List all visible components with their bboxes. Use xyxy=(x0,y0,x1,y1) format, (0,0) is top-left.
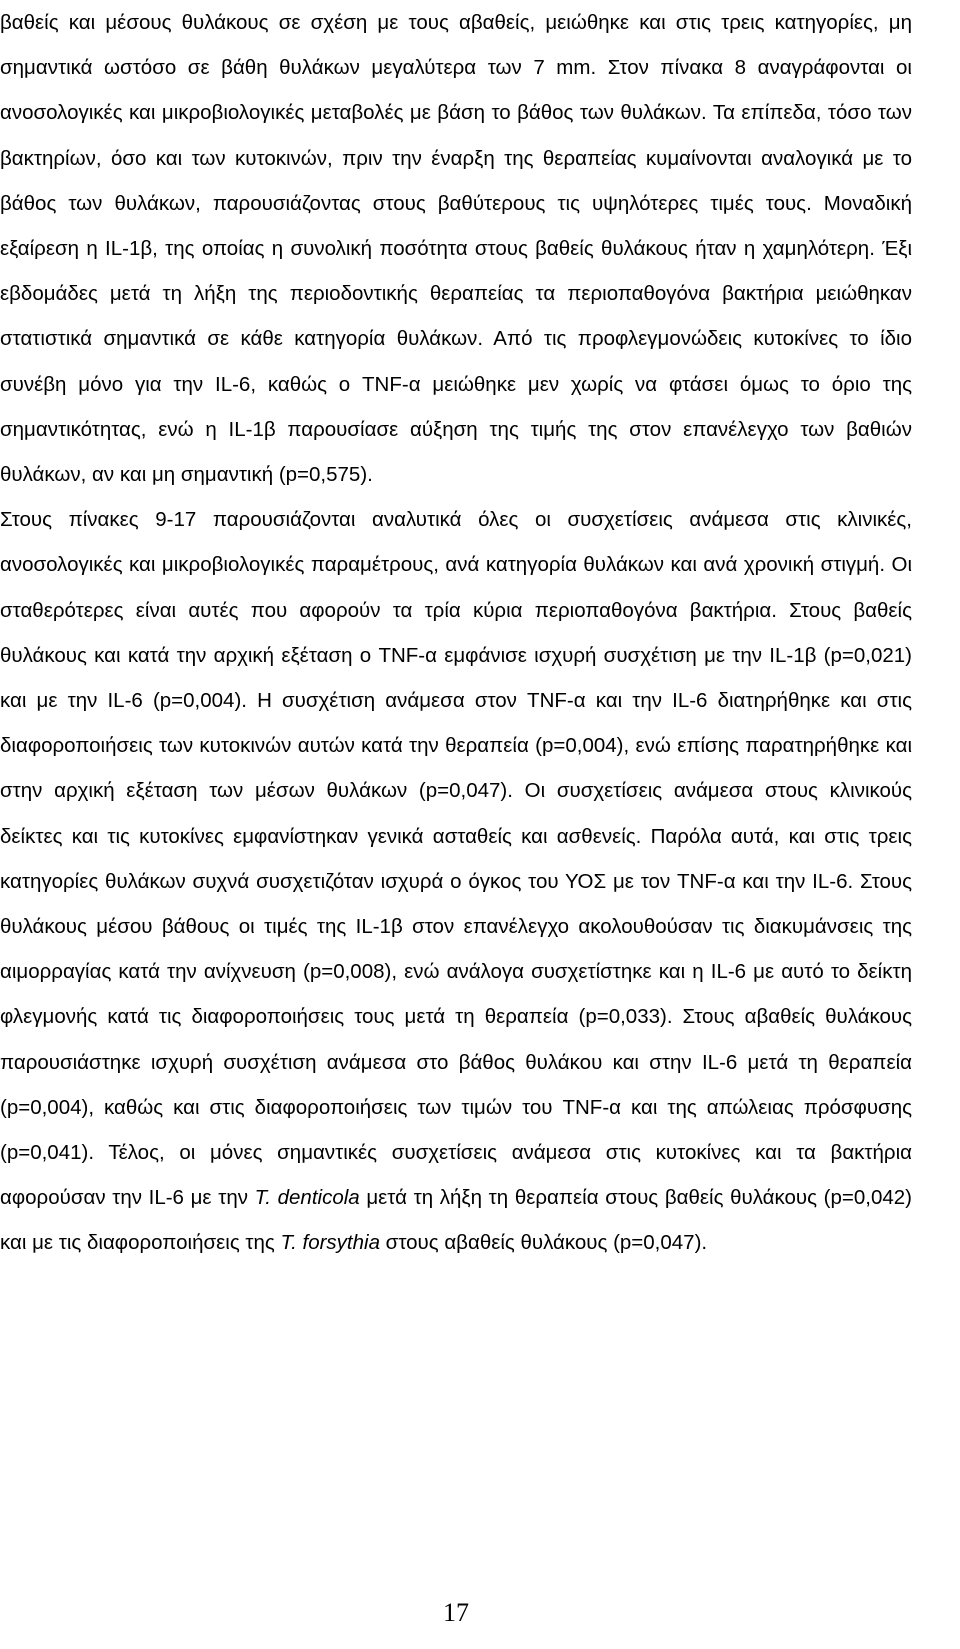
species-name-t-forsythia: T. forsythia xyxy=(280,1231,380,1255)
page-number: 17 xyxy=(443,1598,469,1627)
species-name-t-denticola: T. denticola xyxy=(254,1186,360,1210)
paragraph-2 xyxy=(0,497,912,1265)
paragraph-1 xyxy=(0,0,912,497)
paragraph-2-text-b: μετά τη λήξη τη θεραπεία στους βαθείς θυλάκους (p=0,042) και με τις διαφοροποιήσεις της xyxy=(0,1186,912,1255)
paragraph-2-text-a: Στους πίνακες 9-17 παρουσιάζονται αναλυτικά όλες οι συσχετίσεις ανάμεσα στις κλινικές, ανοσολογικές και μικροβιολογικές παραμέτρους, ανά κατηγορία θυλάκων και ανά χρονική στιγμή. Οι σταθερότερες είναι αυτές που αφορούν τα τρία κύρια περιοπαθογόνα βακτήρια. Στους βαθείς θυλάκους και κατά την αρχική εξέταση ο TNF-α εμφάνισε ισχυρή συσχέτιση με την IL-1β (p=0,021) και με την IL-6 (p=0,004). Η συσχέτιση ανάμεσα στον TNF-α και την IL-6 διατηρήθηκε και στις διαφοροποιήσεις των κυτοκινών αυτών κατά την θεραπεία (p=0,004), ενώ επίσης παρατηρήθηκε και στην αρχική εξέταση των μέσων θυλάκων (p=0,047). Οι συσχετίσεις ανάμεσα στους κλινικούς δείκτες και τις κυτοκίνες εμφανίστηκαν γενικά ασταθείς και ασθενείς. Παρόλα αυτά, και στις τρεις κατηγορίες θυλάκων συχνά συσχετιζόταν ισχυρά ο όγκος του ΥΟΣ με τον TNF-α και την IL-6. Στους θυλάκους μέσου βάθους οι τιμές της IL-1β στον επανέλεγχο ακολουθούσαν τις διακυμάνσεις της αιμορραγίας κατά την ανίχνευση (p=0,008), ενώ ανάλογα συσχετίστηκε και η IL-6 με αυτό το δείκτη φλεγμονής κατά τις διαφοροποιήσεις τους μετά τη θεραπεία (p=0,033). Στους αβαθείς θυλάκους παρουσιάστηκε ισχυρή συσχέτιση ανάμεσα στο βάθος θυλάκου και στην IL-6 μετά τη θεραπεία (p=0,004), καθώς και στις διαφοροποιήσεις των τιμών του TNF-α και της απώλειας πρόσφυσης (p=0,041). Τέλος, οι μόνες σημαντικές συσχετίσεις ανάμεσα στις κυτοκίνες και τα βακτήρια αφορούσαν την IL-6 με την xyxy=(0,508,912,1210)
paragraph-2-text-c: στους αβαθείς θυλάκους (p=0,047). xyxy=(379,1231,708,1255)
paragraph-1-text: βαθείς και μέσους θυλάκους σε σχέση με τους αβαθείς, μειώθηκε και στις τρεις κατηγορίες, μη σημαντικά ωστόσο σε βάθη θυλάκων μεγαλύτερα των 7 mm. Στον πίνακα 8 αναγράφονται οι ανοσολογικές και μικροβιολογικές μεταβολές με βάση το βάθος των θυλάκων. Τα επίπεδα, τόσο των βακτηρίων, όσο και των κυτοκινών, πριν την έναρξη της θεραπείας κυμαίνονται αναλογικά με το βάθος των θυλάκων, παρουσιάζοντας στους βαθύτερους τις υψηλότερες τιμές τους. Μοναδική εξαίρεση η IL-1β, της οποίας η συνολική ποσότητα στους βαθείς θυλάκους ήταν η χαμηλότερη. Έξι εβδομάδες μετά τη λήξη της περιοδοντικής θεραπείας τα περιοπαθογόνα βακτήρια μειώθηκαν στατιστικά σημαντικά σε κάθε κατηγορία θυλάκων. Από τις προφλεγμονώδεις κυτοκίνες το ίδιο συνέβη μόνο για την IL-6, καθώς ο TNF-α μειώθηκε μεν χωρίς να φτάσει όμως το όριο της σημαντικότητας, ενώ η IL-1β παρουσίασε αύξηση της τιμής της στον επανέλεγχο των βαθιών θυλάκων, αν και μη σημαντική (p=0,575). xyxy=(0,11,912,487)
